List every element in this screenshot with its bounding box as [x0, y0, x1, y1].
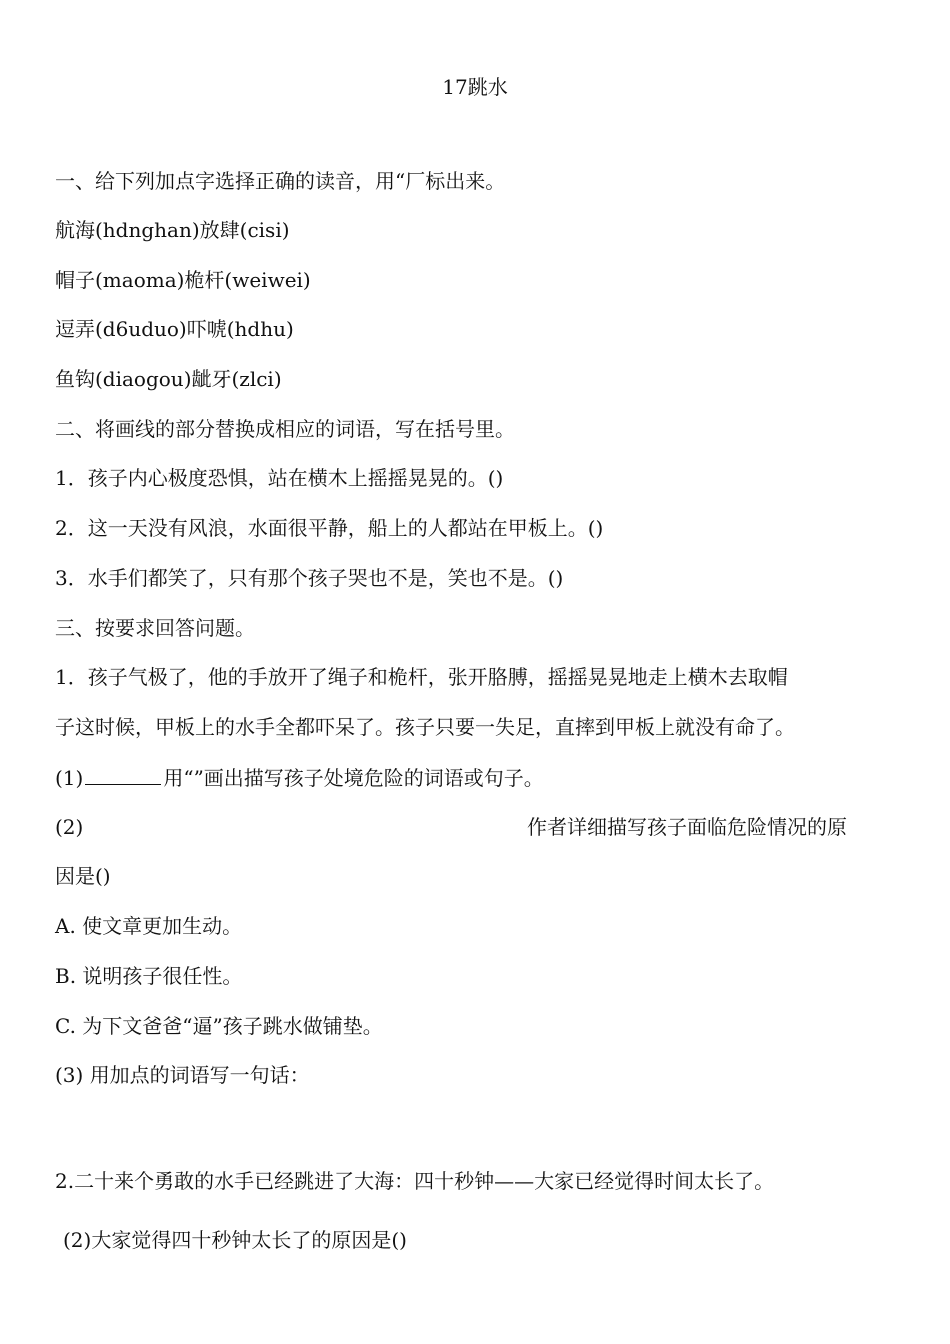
section1-line-1: 航海(hdnghan)放肆(cisi): [55, 218, 290, 242]
section1-heading: 一、给下列加点字选择正确的读音，用“厂标出来。: [55, 169, 506, 193]
section2-item-2: 2．这一天没有风浪，水面很平静，船上的人都站在甲板上。(): [55, 516, 604, 540]
q1-option-b: B. 说明孩子很任性。: [55, 964, 243, 988]
q1-passage-line-2: 子这时候，甲板上的水手全都吓呆了。孩子只要一失足，直摔到甲板上就没有命了。: [55, 715, 795, 739]
page-title: 17跳水: [442, 75, 508, 99]
section2-item-1: 1．孩子内心极度恐惧，站在横木上摇摇晃晃的。(): [55, 466, 504, 490]
section1-line-3: 逗弄(d6uduo)吓唬(hdhu): [55, 317, 294, 341]
section1-line-4: 鱼钩(diaogou)龇牙(zlci): [55, 367, 282, 391]
q1-sub1-label: (1): [55, 766, 84, 790]
section2-heading: 二、将画线的部分替换成相应的词语，写在括号里。: [55, 417, 515, 441]
q1-sub1-text: 用“”画出描写孩子处境危险的词语或句子。: [163, 766, 544, 790]
q2-passage: 2.二十来个勇敢的水手已经跳进了大海：四十秒钟——大家已经觉得时间太长了。: [55, 1169, 775, 1193]
q1-sub2-text-cont: 因是(): [55, 864, 111, 888]
q1-option-a: A. 使文章更加生动。: [55, 914, 243, 938]
q1-sub1: [55, 764, 544, 791]
section1-line-2: 帽子(maoma)桅杆(weiwei): [55, 268, 311, 292]
q1-option-c: C. 为下文爸爸“逼”孩子跳水做铺垫。: [55, 1014, 383, 1038]
section2-item-3: 3．水手们都笑了，只有那个孩子哭也不是，笑也不是。(): [55, 566, 564, 590]
answer-blank[interactable]: [85, 764, 161, 785]
q2-sub2: (2)大家觉得四十秒钟太长了的原因是(): [63, 1228, 407, 1252]
q1-sub2-label: (2): [55, 815, 84, 839]
section3-heading: 三、按要求回答问题。: [55, 616, 255, 640]
q1-sub2-text: 作者详细描写孩子面临危险情况的原: [527, 815, 847, 839]
q1-passage-line-1: 1．孩子气极了，他的手放开了绳子和桅杆，张开胳膊，摇摇晃晃地走上横木去取帽: [55, 665, 788, 689]
q1-sub3: (3) 用加点的词语写一句话：: [55, 1063, 310, 1087]
